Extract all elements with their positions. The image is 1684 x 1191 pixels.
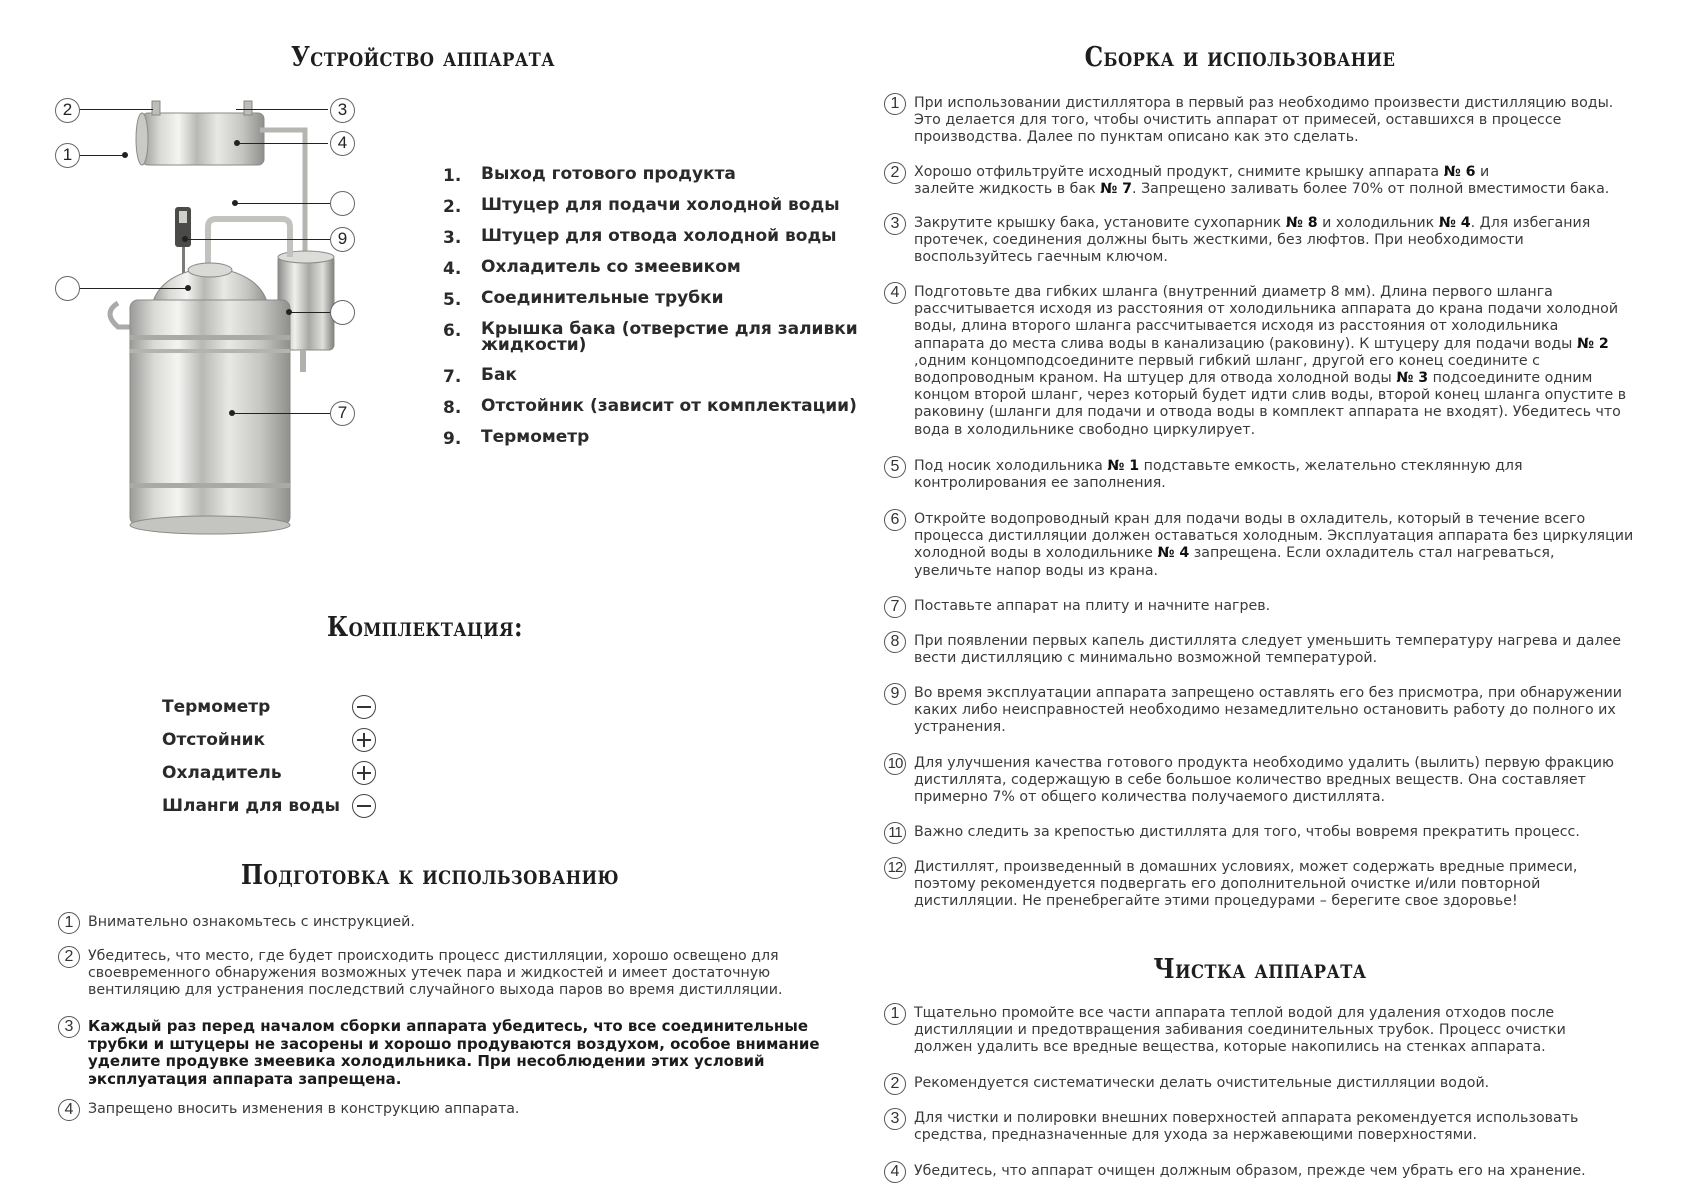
assembly-number: 2: [884, 162, 906, 184]
part-text: Соединительные трубки: [481, 288, 724, 308]
text-line: контролирования ее заполнения.: [914, 475, 1166, 492]
text-line: Во время эксплуатации аппарата запрещено оставлять его без присмотра, при обнаружении: [914, 685, 1622, 701]
part-item: [443, 166, 736, 186]
text-line: каких либо неисправностей необходимо незамедлительно остановить работу до полного их: [914, 702, 1616, 719]
text-line: Убедитесь, что место, где будет происходить процесс дистилляции, хорошо освещено для: [88, 948, 779, 964]
assembly-number: 6: [884, 509, 906, 531]
text-line: Это делается для того, чтобы очистить аппарат от примесей, оставшихся в процессе: [914, 112, 1562, 129]
text-line: Каждый раз перед началом сборки аппарата убедитесь, что все соединительные: [88, 1017, 808, 1035]
callout-2: 2: [55, 98, 80, 123]
text-line: дистилляции и предотвращения забивания соединительных трубок. Процесс очистки: [914, 1022, 1566, 1039]
text-line: своевременного обнаружения возможных утечек пара и жидкостей и имеет достаточную: [88, 965, 771, 982]
kit-item-label: Отстойник: [162, 730, 266, 750]
text-line: При появлении первых капель дистиллята следует уменьшить температуру нагрева и далее: [914, 633, 1621, 649]
part-text: Крышка бака (отверстие для заливки: [481, 319, 858, 339]
assembly-item: [914, 164, 1609, 198]
callout-3: 3: [330, 98, 355, 123]
text-line: При использовании дистиллятора в первый раз необходимо произвести дистилляцию воды.: [914, 95, 1614, 111]
assembly-number: 4: [884, 282, 906, 304]
assembly-item: [914, 755, 1614, 807]
kit-item-label: Термометр: [162, 697, 271, 717]
callout-1: 1: [55, 143, 80, 168]
prep-item-4: [88, 1101, 519, 1118]
text-line: вести дистилляцию с минимально возможной температурой.: [914, 650, 1378, 667]
text-line: Откройте водопроводный кран для подачи воды в охладитель, который в течение всего: [914, 511, 1586, 527]
cleaning-number: 2: [884, 1073, 906, 1095]
assembly-number: 11: [884, 822, 906, 844]
text-line: должен удалить все вредные вещества, которые накопились на стенках аппарата.: [914, 1039, 1546, 1056]
cleaning-item: [914, 1005, 1566, 1057]
assembly-number: 9: [884, 683, 906, 705]
cleaning-item: [914, 1110, 1578, 1144]
assembly-item: [914, 458, 1523, 492]
text-line: Подготовьте два гибких шланга (внутренний диаметр 8 мм). Длина первого шланга: [914, 284, 1553, 300]
assembly-number: 5: [884, 456, 906, 478]
text-line: дистиллята, содержащую в себе большое количество вредных веществ. Она составляет: [914, 772, 1586, 789]
text-line: Запрещено вносить изменения в конструкцию аппарата.: [88, 1101, 520, 1117]
text-line: залейте жидкость в бак № 7. Запрещено заливать более 70% от полной вместимости бака.: [914, 181, 1610, 198]
prep-number: 1: [58, 912, 80, 934]
part-number: 9.: [443, 429, 462, 449]
assembly-number: 3: [884, 213, 906, 235]
prep-number: 2: [58, 946, 80, 968]
text-line: примерно 7% от общего количества получаемого дистиллята.: [914, 789, 1386, 806]
kit-item-label: Шланги для воды: [162, 796, 340, 816]
text-line: трубки и штуцеры не засорены и хорошо продуваются воздухом, особое внимание: [88, 1034, 820, 1053]
cleaning-item: [914, 1163, 1586, 1180]
part-text: Охладитель со змеевиком: [481, 257, 741, 277]
text-line: водопроводным краном. На штуцер для отвода холодной воды № 3 подсоедините одним: [914, 370, 1593, 387]
prep-title: Подготовка к использованию: [241, 860, 619, 891]
cleaning-title: Чистка аппарата: [1153, 954, 1367, 985]
device-title: Устройство аппарата: [291, 42, 555, 73]
plus-icon: [352, 728, 376, 752]
kit-item-label: Охладитель: [162, 763, 282, 783]
assembly-item: [914, 95, 1613, 147]
cleaning-number: 3: [884, 1108, 906, 1130]
text-line: Рекомендуется систематически делать очистительные дистилляции водой.: [914, 1075, 1490, 1091]
text-line: эксплуатация аппарата запрещена.: [88, 1069, 402, 1088]
assembly-item: [914, 685, 1622, 737]
text-line: средства, предназначенные для ухода за нержавеющими поверхностями.: [914, 1127, 1478, 1144]
part-number: 8.: [443, 398, 462, 418]
text-line: устранения.: [914, 719, 1006, 736]
text-line: раковину (шланги для подачи и отвода воды в комплект аппарата не входят). Убедитесь что: [914, 404, 1621, 421]
minus-icon: [352, 695, 376, 719]
text-line: концом второй шланг, через который будет идти слив воды, второй конец шланга опустите в: [914, 387, 1627, 404]
part-number: 7.: [443, 367, 462, 387]
text-line: Для улучшения качества готового продукта необходимо удалить (вылить) первую фракцию: [914, 755, 1614, 771]
assembly-title: Сборка и использование: [1084, 42, 1396, 73]
cleaning-number: 1: [884, 1003, 906, 1025]
part-text: Отстойник (зависит от комплектации): [481, 396, 857, 416]
part-number: 1.: [443, 166, 462, 186]
part-text: Бак: [481, 365, 517, 385]
text-line: дистилляции. Не пренебрегайте этими процедурами – берегите свое здоровье!: [914, 893, 1518, 910]
part-item: [443, 228, 837, 248]
part-text: Штуцер для отвода холодной воды: [481, 226, 837, 246]
text-line: вода в холодильнике свободно циркулирует.: [914, 421, 1256, 438]
part-item: [443, 259, 741, 279]
text-line: поэтому рекомендуется подвергать его дополнительной очистке и/или повторной: [914, 876, 1541, 893]
minus-icon: [352, 794, 376, 818]
callout-7: 7: [330, 401, 355, 426]
text-line: Внимательно ознакомьтесь с инструкцией.: [88, 914, 415, 930]
part-number: 6.: [443, 321, 462, 341]
distiller-illustration: [100, 95, 400, 585]
part-number: 2.: [443, 197, 462, 217]
text-line: производства. Далее по пунктам описано как это сделать.: [914, 129, 1359, 146]
part-number: 5.: [443, 290, 462, 310]
assembly-item: [914, 824, 1580, 841]
assembly-number: 1: [884, 93, 906, 115]
part-item: [443, 290, 724, 310]
plus-icon: [352, 761, 376, 785]
callout-4: 4: [330, 131, 355, 156]
text-line: Важно следить за крепостью дистиллята для того, чтобы вовремя прекратить процесс.: [914, 824, 1580, 840]
part-item: [443, 367, 517, 387]
cooler-top: [142, 113, 264, 165]
callout-empty-8: [330, 300, 355, 325]
part-text: Термометр: [481, 427, 590, 447]
text-line: Поставьте аппарат на плиту и начните нагрев.: [914, 598, 1271, 614]
kit-title: Комплектация:: [327, 612, 523, 643]
assembly-item: [914, 284, 1626, 439]
assembly-number: 10: [884, 753, 906, 775]
part-number: 4.: [443, 259, 462, 279]
callout-empty-6: [55, 276, 80, 301]
assembly-number: 7: [884, 596, 906, 618]
cleaning-number: 4: [884, 1161, 906, 1183]
text-line: Дистиллят, произведенный в домашних условиях, может содержать вредные примеси,: [914, 859, 1578, 875]
part-item: [443, 197, 840, 217]
prep-number: 3: [58, 1016, 80, 1038]
assembly-item: [914, 215, 1590, 267]
assembly-item: [914, 633, 1621, 667]
part-item-continuation: [443, 337, 586, 357]
assembly-item: [914, 511, 1633, 580]
text-line: воспользуйтесь гаечным ключом.: [914, 249, 1168, 266]
callout-empty-5: [330, 191, 355, 216]
text-line: рассчитывается исходя из расстояния от холодильника аппарата до крана подачи холодной: [914, 301, 1619, 318]
part-text: жидкости): [481, 335, 587, 355]
assembly-item: [914, 598, 1270, 615]
prep-item-2: [88, 948, 782, 1000]
text-line: Под носик холодильника № 1 подставьте емкость, желательно стеклянную для: [914, 458, 1523, 474]
text-line: процесса дистилляции должен оставаться холодным. Эксплуатация аппарата без циркуляции: [914, 528, 1634, 545]
prep-number: 4: [58, 1099, 80, 1121]
text-line: Тщательно промойте все части аппарата теплой водой для удаления отходов после: [914, 1005, 1555, 1021]
part-text: Штуцер для подачи холодной воды: [481, 195, 840, 215]
part-item: [443, 429, 589, 449]
text-line: аппарата до места слива воды в канализацию (раковину). К штуцеру для подачи воды № 2: [914, 335, 1609, 352]
text-line: холодной воды в холодильнике № 4 запрещена. Если охладитель стал нагреваться,: [914, 545, 1555, 562]
assembly-item: [914, 859, 1577, 911]
prep-item-3: [88, 1018, 820, 1088]
text-line: увеличьте напор воды из крана.: [914, 562, 1159, 579]
cleaning-item: [914, 1075, 1489, 1092]
text-line: Убедитесь, что аппарат очищен должным образом, прежде чем убрать его на хранение.: [914, 1163, 1586, 1179]
text-line: Хорошо отфильтруйте исходный продукт, снимите крышку аппарата № 6 и: [914, 164, 1490, 180]
assembly-number: 12: [884, 857, 906, 879]
part-text: Выход готового продукта: [481, 164, 736, 184]
text-line: ,одним концомподсоедините первый гибкий шланг, другой его конец соедините с: [914, 352, 1540, 369]
part-number: 3.: [443, 228, 462, 248]
text-line: уделите продувке змеевика холодильника. При несоблюдении этих условий: [88, 1052, 765, 1070]
assembly-number: 8: [884, 631, 906, 653]
text-line: Закрутите крышку бака, установите сухопарник № 8 и холодильник № 4. Для избегания: [914, 215, 1591, 231]
text-line: Для чистки и полировки внешних поверхностей аппарата рекомендуется использовать: [914, 1110, 1579, 1126]
callout-9: 9: [330, 227, 355, 252]
text-line: вентиляцию для устранения последствий случайного выхода паров во время дистилляции.: [88, 982, 783, 999]
text-line: протечек, соединения должны быть жесткими, без люфтов. При необходимости: [914, 232, 1524, 249]
prep-item-1: [88, 914, 415, 931]
text-line: воды, длина второго шланга рассчитывается исходя из расстояния от холодильника: [914, 318, 1559, 335]
part-item: [443, 398, 857, 418]
